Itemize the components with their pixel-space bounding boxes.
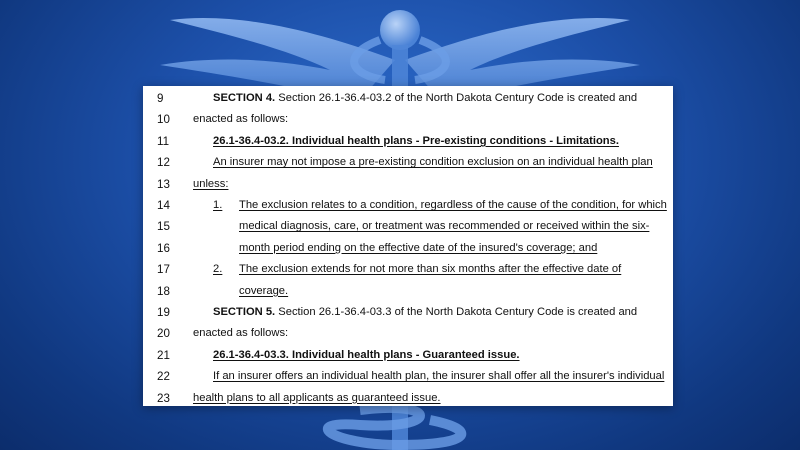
- document-line: [143, 302, 673, 323]
- line-text: [239, 259, 621, 280]
- line-text-segment: Section 26.1-36.4-03.3 of the North Dakota Century Code is created and: [275, 306, 638, 318]
- line-text: [239, 281, 288, 302]
- line-number: 22: [157, 370, 170, 384]
- line-text: [193, 388, 441, 406]
- document-line: [143, 195, 673, 216]
- line-text: [239, 195, 667, 216]
- document-line: [143, 152, 673, 173]
- line-text-segment: 26.1-36.4-03.2. Individual health plans - Pre-existing conditions - Limitations.: [213, 134, 619, 147]
- line-text-segment: health plans to all applicants as guaranteed issue.: [193, 391, 441, 404]
- line-number: 17: [157, 263, 170, 277]
- line-text-segment: If an insurer offers an individual health plan, the insurer shall offer all the insurer's individual: [213, 370, 665, 383]
- line-text-segment: The exclusion extends for not more than six months after the effective date of: [239, 263, 622, 276]
- line-text: [213, 131, 619, 152]
- line-number: 21: [157, 348, 170, 362]
- line-number: 19: [157, 306, 170, 319]
- line-text: [213, 366, 664, 387]
- line-text: [213, 152, 653, 173]
- document-page: [143, 86, 673, 406]
- line-number: 20: [157, 327, 170, 341]
- document-line: [143, 345, 673, 366]
- line-text-segment: unless:: [193, 177, 229, 190]
- line-text: [193, 174, 228, 195]
- line-text: [213, 88, 637, 109]
- document-line: [143, 88, 673, 109]
- line-text-segment: medical diagnosis, care, or treatment was recommended or received within the six-: [239, 220, 650, 233]
- document-line: [143, 238, 673, 259]
- document-line: [143, 366, 673, 387]
- line-number: 11: [157, 134, 170, 148]
- document-line: [143, 109, 673, 130]
- list-marker: 2.: [213, 263, 223, 276]
- document-line: [143, 281, 673, 302]
- line-number: 12: [157, 156, 170, 170]
- line-text-segment: 26.1-36.4-03.3. Individual health plans - Guaranteed issue.: [213, 348, 520, 361]
- line-text-segment: An insurer may not impose a pre-existing condition exclusion on an individual health plan: [213, 156, 653, 169]
- line-text: [239, 216, 649, 237]
- line-number: 15: [157, 220, 170, 234]
- line-number: 10: [157, 113, 170, 127]
- line-number: 23: [157, 391, 170, 405]
- line-text-segment: SECTION 5.: [213, 306, 276, 318]
- line-number: 14: [157, 199, 170, 212]
- line-number: 9: [157, 92, 164, 105]
- document-line: [143, 131, 673, 152]
- line-text: [193, 109, 288, 130]
- line-number: 16: [157, 241, 170, 255]
- document-line: [143, 388, 673, 406]
- line-text-segment: coverage.: [239, 284, 289, 297]
- line-number: 13: [157, 177, 170, 191]
- line-text-segment: SECTION 4.: [213, 92, 276, 104]
- document-line: [143, 174, 673, 195]
- document-line: [143, 216, 673, 237]
- line-number: 18: [157, 284, 170, 298]
- line-text-segment: enacted as follows:: [193, 113, 289, 126]
- document-line: [143, 259, 673, 280]
- line-text-segment: month period ending on the effective date of the insured's coverage; and: [239, 241, 598, 254]
- document-line: [143, 323, 673, 344]
- list-marker: 1.: [213, 199, 223, 211]
- line-text: [193, 323, 288, 344]
- line-text: [239, 238, 597, 259]
- line-text-segment: The exclusion relates to a condition, regardless of the cause of the condition, for which: [239, 199, 667, 211]
- line-text-segment: Section 26.1-36.4-03.2 of the North Dakota Century Code is created and: [275, 92, 638, 104]
- line-text: [213, 302, 637, 323]
- line-text-segment: enacted as follows:: [193, 327, 289, 340]
- line-text: [213, 345, 520, 366]
